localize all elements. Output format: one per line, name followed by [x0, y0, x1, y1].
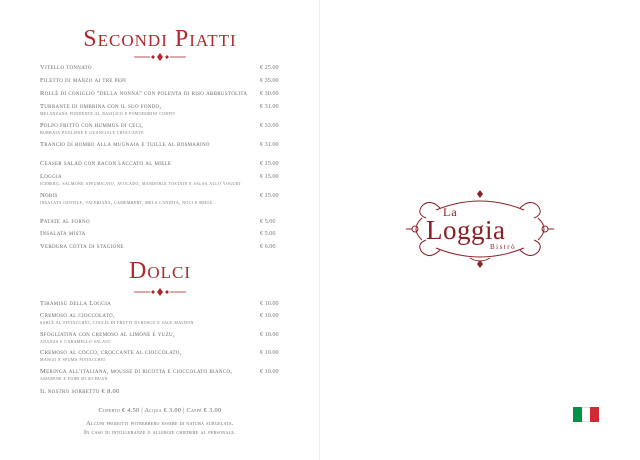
item-name: Nobis [40, 192, 58, 199]
item-name: Loggia [40, 173, 62, 180]
item-price: € 5.00 [260, 218, 276, 225]
item-price: € 33.00 [260, 122, 279, 129]
secondi-title: Secondi Piatti [83, 26, 237, 52]
item-description: mango e spuma pistacchio [40, 356, 106, 363]
item-name: Rollè di coniglio "della nonna" con polenta di riso abbrustolita [40, 90, 248, 97]
logo-la: La [443, 205, 458, 219]
italian-flag-icon [573, 407, 599, 422]
dolci-title: Dolci [129, 258, 191, 284]
frozen-note: Alcuni prodotti potrebbero essere di natura surgelata. [86, 420, 234, 427]
item-price: € 10.00 [260, 368, 279, 375]
item-name: Tiramisù della Loggia [40, 300, 112, 307]
item-price: € 30.00 [260, 90, 279, 97]
flag-white [582, 407, 591, 422]
item-name: Vitello tonnato [40, 64, 92, 71]
item-price: € 15.00 [260, 192, 279, 199]
item-price: € 15.00 [260, 173, 279, 180]
item-name: Verdura cotta di stagione [40, 243, 124, 250]
item-description: insalata gentile, valeriana, camembert, mela candita, noci e miele [40, 199, 213, 206]
item-price: € 10.00 [260, 300, 279, 307]
item-price: € 5.00 [260, 230, 276, 237]
menu-item [40, 160, 285, 168]
menu-item [40, 300, 285, 308]
item-description: burrata pugliese e guanciale croccante [40, 129, 144, 136]
flag-red [590, 407, 599, 422]
menu-item [40, 312, 285, 327]
menu-item [40, 349, 285, 364]
item-description: amarene e fiori di sichuan [40, 375, 108, 382]
item-price: € 31.00 [260, 141, 279, 148]
item-description: melanzana fondente al basilico e pomodorini confit [40, 110, 176, 117]
menu-item [40, 368, 285, 383]
item-name: Turbante di ombrina con il suo fondo, [40, 103, 162, 110]
menu-item [40, 141, 285, 149]
item-price: € 10.00 [260, 331, 279, 338]
menu-item [40, 64, 285, 72]
item-name: Filetto di manzo ai tre pepi [40, 77, 127, 84]
menu-item [40, 103, 285, 118]
item-description: sablè al pistacchio, coulis di frutti di bosco e sale maldon [40, 319, 194, 326]
item-name: Trancio di rombo alla mugnaia e tuille al rosmarino [40, 141, 210, 148]
item-price: € 15.00 [260, 160, 279, 167]
item-price: € 25.00 [260, 64, 279, 71]
cover-charges: Coperto € 4.50 | Acqua € 3.00 | Caffè € 3.00 [98, 407, 222, 414]
item-name: Cremoso al cocco, croccante al cioccolato, [40, 349, 182, 356]
menu-item [40, 243, 285, 251]
item-price: € 6.00 [260, 243, 276, 250]
ornament-divider [132, 287, 188, 297]
flag-green [573, 407, 582, 422]
menu-item [40, 77, 285, 85]
item-name: Cremoso al cioccolato, [40, 312, 115, 319]
allergy-note: In caso di intolleranze o allergie chiedere al personale. [84, 429, 236, 436]
ornament-divider [132, 52, 188, 62]
menu-item [40, 122, 285, 137]
item-price: € 31.00 [260, 103, 279, 110]
item-description: ananas e caramello salato [40, 338, 111, 345]
logo-loggia: Loggia [426, 215, 506, 245]
item-name: Il nostro sorbetto € 8.00 [40, 388, 120, 395]
menu-item [40, 218, 285, 226]
logo-bistro: Bistrò [490, 243, 517, 251]
item-name: Patate al forno [40, 218, 90, 225]
menu-item [40, 230, 285, 238]
item-price: € 10.00 [260, 312, 279, 319]
item-name: Ceaser salad con bacon laccato al miele [40, 160, 172, 167]
menu-item [40, 192, 285, 207]
menu-item [40, 388, 285, 396]
item-description: iceberg, salmone affumicato, avocado, mandorle tostate e salsa allo yogurt [40, 180, 241, 187]
item-price: € 35.00 [260, 77, 279, 84]
item-name: Meringa all'italiana, mousse di ricotta e cioccolato bianco, [40, 368, 233, 375]
menu-item [40, 173, 285, 188]
menu-item [40, 90, 285, 98]
item-name: Polpo fritto con hummus di ceci, [40, 122, 144, 129]
item-name: Insalata mista [40, 230, 86, 237]
item-name: Sfogliatina con cremoso al limone e yuzu, [40, 331, 175, 338]
menu-item [40, 331, 285, 346]
item-price: € 10.00 [260, 349, 279, 356]
